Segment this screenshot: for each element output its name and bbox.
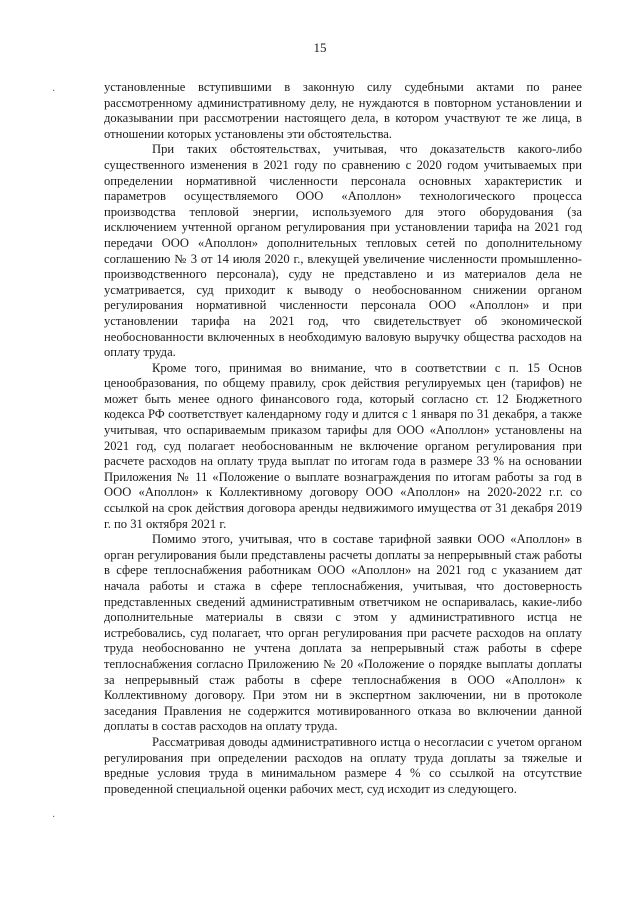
page-number: 15 [313,40,327,55]
paragraph-5: Рассматривая доводы административного истца о несогласии с учетом органом регулирования при определении расходов на оплату труда доплаты за тяжелые и вредные условия труда в минимальном размере 4 % со ссылкой на отсутствие проведенной специальной оценки рабочих мест, суд исходит из следующего. [104,734,582,796]
paragraph-4: Помимо этого, учитывая, что в составе тарифной заявки ООО «Аполлон» в орган регулирования были представлены расчеты доплаты за непрерывный стаж работы в сфере теплоснабжения работникам ООО «Аполлон» на 2021 год с указанием дат начала работы и стажа в сфере теплоснабжения, учитывая, что достоверность представленных сведений административным ответчиком не оспаривалась, какие-либо дополнительные материалы в связи с этом у административного истца не истребовались, суд полагает, что орган регулирования при расчете расходов на оплату труда необоснованно не учтена доплата за непрерывный стаж работы в сфере теплоснабжения согласно Приложению № 20 «Положение о порядке выплаты доплаты за непрерывный стаж работы в сфере теплоснабжения в ООО «Аполлон» к Коллективному договору. При этом ни в экспертном заключении, ни в протоколе заседания Правления не содержится мотивированного отказа во включении данной доплаты в состав расходов на оплату труда. [104,532,582,734]
document-body [104,80,582,797]
scan-speck-top: · [52,86,56,97]
paragraph-2: При таких обстоятельствах, учитывая, что доказательств какого-либо существенного изменения в 2021 году по сравнению с 2020 годом учитываемых при определении нормативной численности персонала основных характеристик и параметров осуществляемого ООО «Аполлон» технологического процесса производства тепловой энергии, используемого для этого оборудования (за исключением учтенной органом регулирования при установлении тарифа на 2021 год передачи ООО «Аполлон» дополнительных тепловых сетей по дополнительному соглашению № 3 от 14 июля 2020 г., влекущей увеличение численности промышленно-производственного персонала), суду не представлено и из материалов дела не усматривается, суд приходит к выводу о необоснованном снижении органом регулирования нормативной численности персонала ООО «Аполлон» и при установлении тарифа на 2021 год, что свидетельствует об экономической необоснованности включенных в необходимую валовую выручку общества расходов на оплату труда. [104,142,582,360]
paragraph-3: Кроме того, принимая во внимание, что в соответствии с п. 15 Основ ценообразования, по общему правилу, срок действия регулируемых цен (тарифов) не может быть менее одного финансового года, который согласно ст. 12 Бюджетного кодекса РФ соответствует календарному году и длится с 1 января по 31 декабря, а также учитывая, что оспариваемым приказом тарифы для ООО «Аполлон» установлены на 2021 год, суд полагает необоснованным не включение органом регулирования при расчете расходов на оплату труда выплат по итогам года в размере 33 % на основании Приложения № 11 «Положение о выплате вознаграждения по итогам работы за год в ООО «Аполлон» к Коллективному договору ООО «Аполлон» на 2020-2022 г.г. со ссылкой на срок действия договора аренды недвижимого имущества от 31 декабря 2019 г. по 31 октября 2021 г. [104,360,582,531]
paragraph-1: установленные вступившими в законную силу судебными актами по ранее рассмотренному административному делу, не нуждаются в повторном установлении и доказывании при рассмотрении настоящего дела, в котором участвуют те же лица, в отношении которых установлены эти обстоятельства. [104,80,582,141]
scan-speck-bottom: · [52,812,56,823]
